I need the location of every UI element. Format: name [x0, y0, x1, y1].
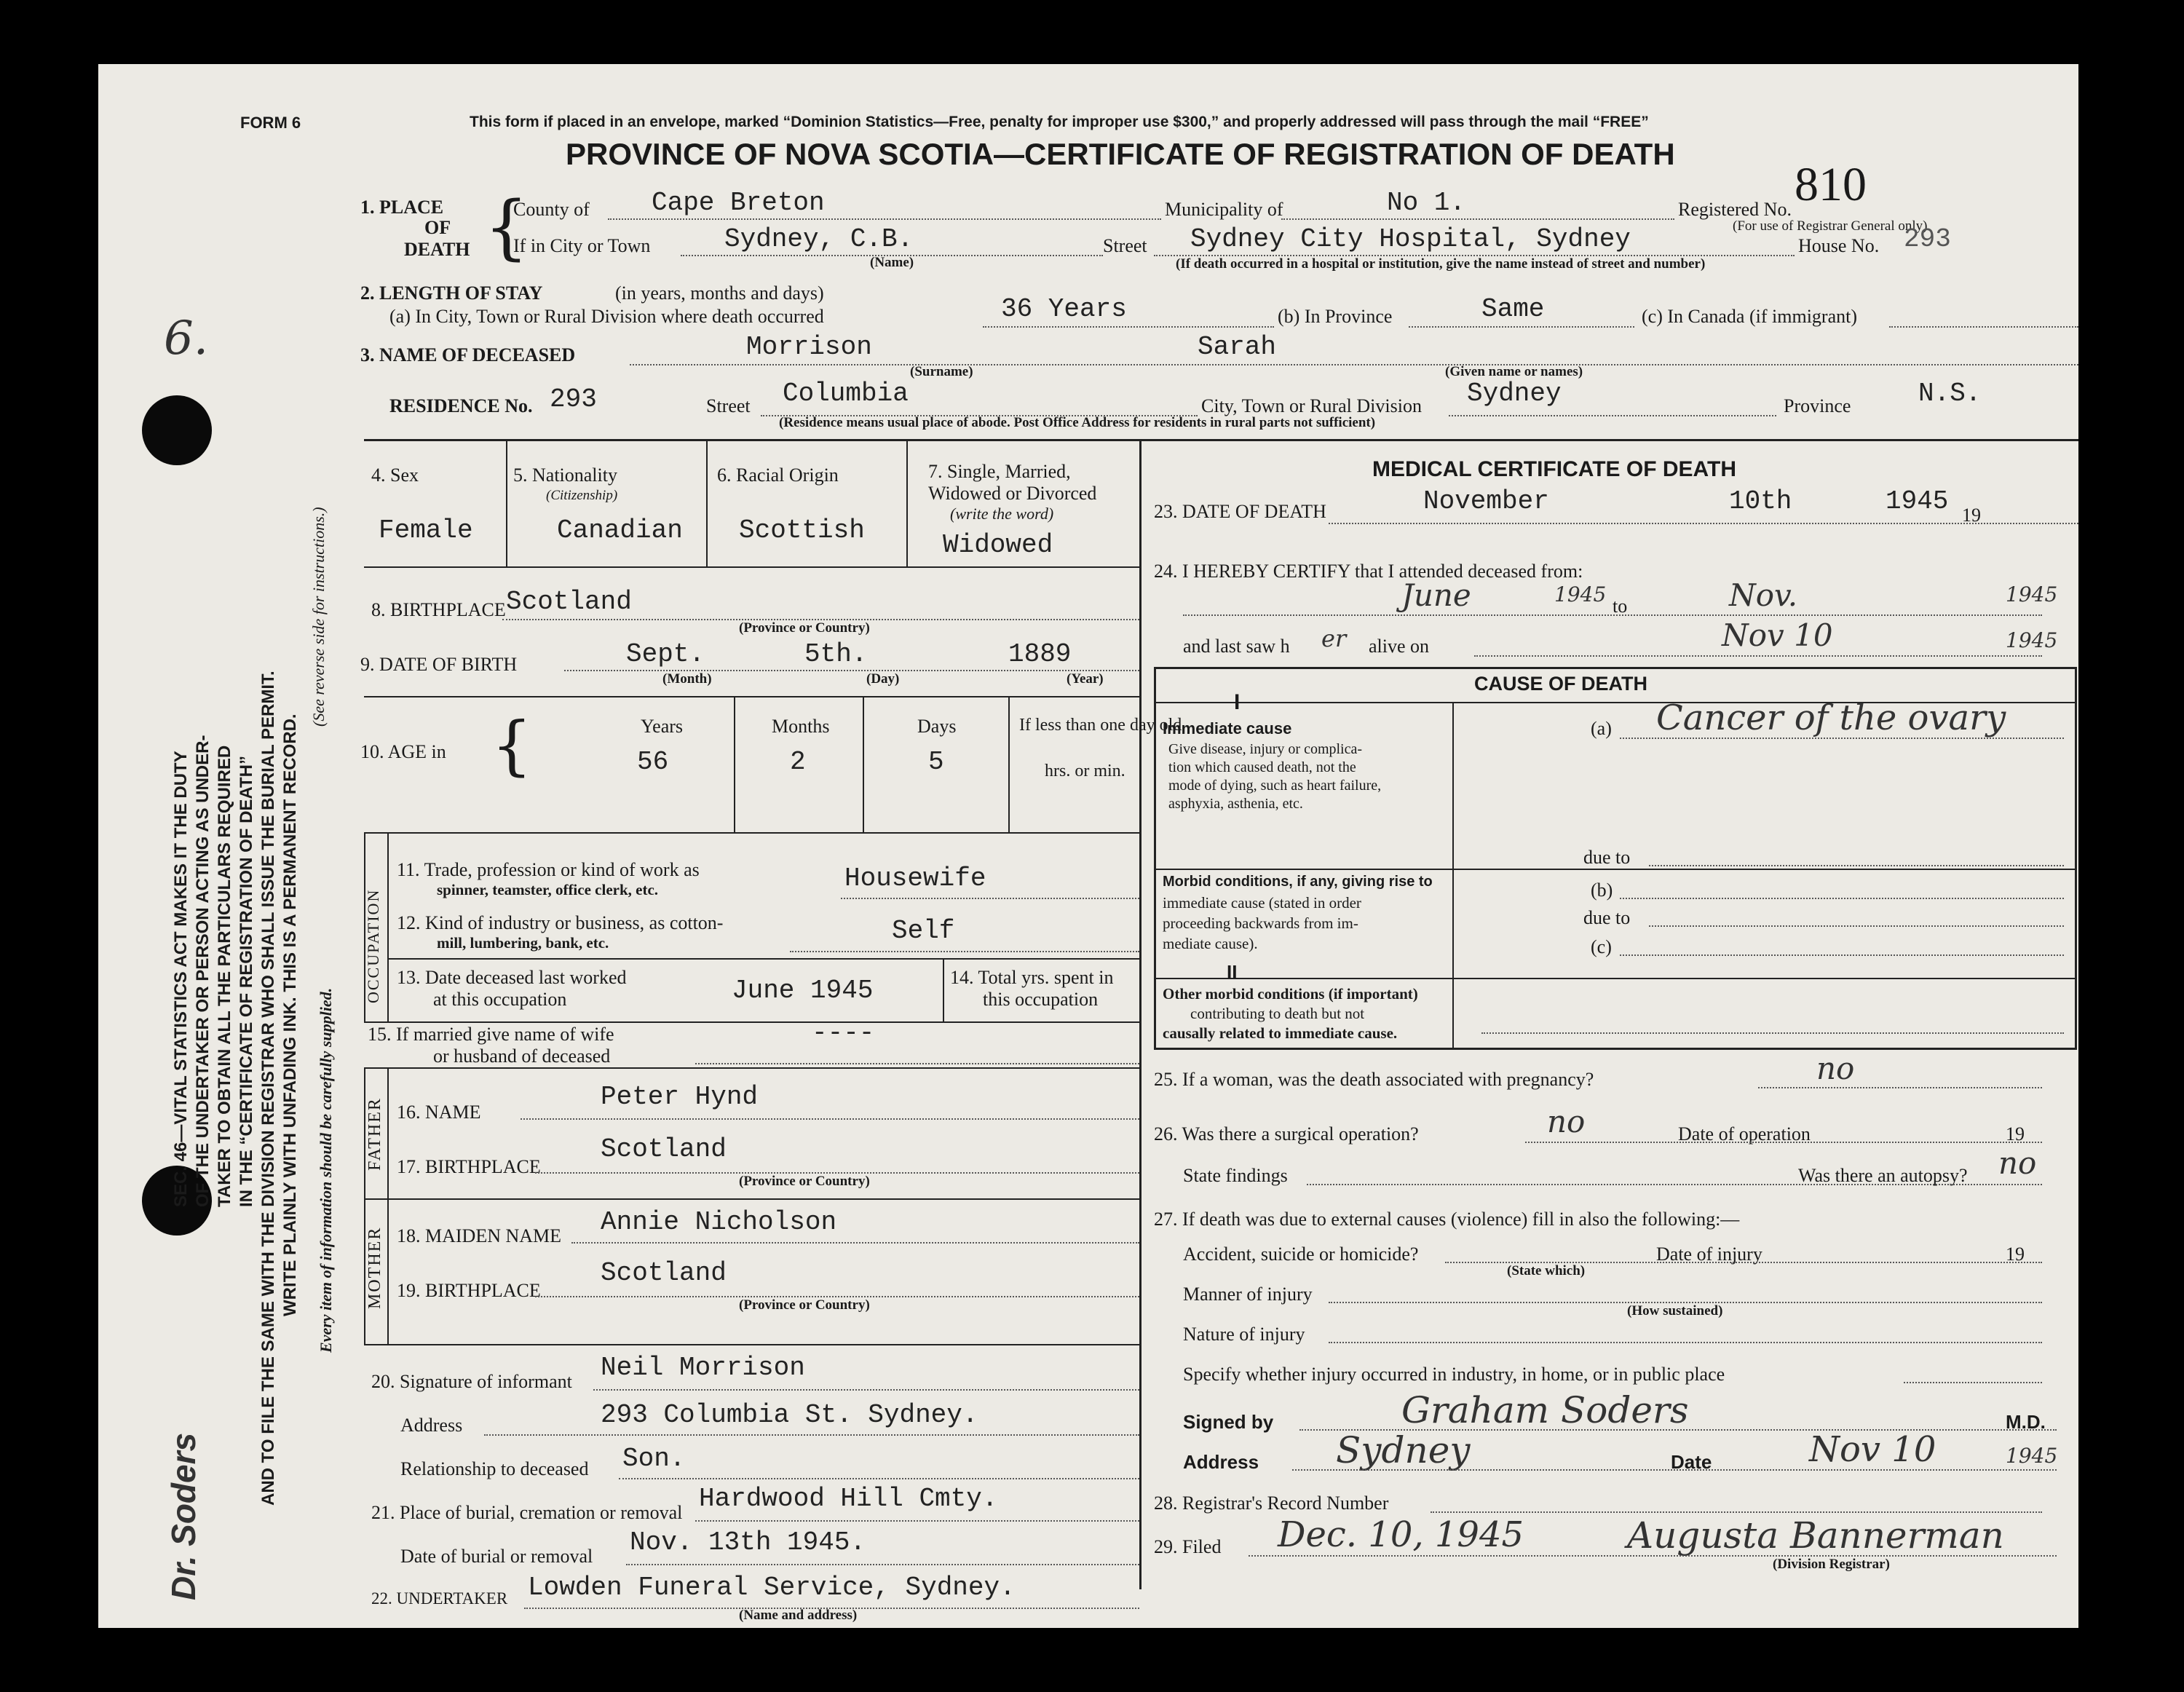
- op-date-19: 19: [2006, 1123, 2025, 1145]
- surname-value: Morrison: [746, 332, 872, 362]
- nature-line: [1329, 1342, 2042, 1343]
- q13-sub: at this occupation: [433, 989, 567, 1010]
- last-saw-label: and last saw h: [1183, 636, 1290, 657]
- occupation-side-label: OCCUPATION: [364, 888, 382, 1003]
- last-saw-year: 1945: [2006, 628, 2058, 652]
- institution-note: (If death occurred in a hospital or institution, give the name instead of street and number): [1176, 256, 1706, 272]
- trade-line: [841, 898, 1139, 899]
- stay-heading-note: (in years, months and days): [615, 282, 824, 304]
- sig-address-line: [1292, 1469, 2057, 1471]
- registered-number: 810: [1795, 158, 1867, 211]
- marital-label-3: (write the word): [950, 505, 1054, 523]
- dob-month: Sept.: [626, 639, 705, 669]
- other-2: contributing to death but not: [1190, 1005, 1365, 1022]
- q24-label: 24. I HEREBY CERTIFY that I attended deceased from:: [1154, 561, 1583, 582]
- morbid-4: mediate cause).: [1163, 935, 1258, 952]
- given-name-value: Sarah: [1198, 332, 1277, 362]
- side-instr-4: IN THE “CERTIFICATE OF REGISTRATION OF DEATH”: [237, 756, 256, 1207]
- rule-cause-row2: [1154, 978, 2075, 979]
- dob-day: 5th.: [804, 639, 868, 669]
- stay-c-label: (c) In Canada (if immigrant): [1642, 306, 1857, 327]
- marital-value: Widowed: [943, 530, 1053, 560]
- province-label: Province: [1784, 395, 1851, 416]
- page-title: PROVINCE OF NOVA SCOTIA—CERTIFICATE OF REGISTRATION OF DEATH: [566, 137, 1675, 171]
- q19-label: 19. BIRTHPLACE: [397, 1280, 541, 1301]
- age-label: 10. AGE in: [360, 741, 446, 762]
- death-month: November: [1423, 486, 1549, 516]
- punch-hole-top: [142, 395, 212, 465]
- filed-line: [1249, 1555, 2057, 1557]
- rule-personal-c3: [906, 441, 908, 566]
- cause-due-2-line: [1649, 925, 2064, 927]
- manner-label: Manner of injury: [1183, 1284, 1313, 1305]
- q23-label: 23. DATE OF DEATH: [1154, 501, 1326, 522]
- findings-label: State findings: [1183, 1165, 1288, 1186]
- morbid-1: Morbid conditions, if any, giving rise to: [1163, 874, 1433, 890]
- rule-cause-split: [1452, 703, 1454, 1048]
- res-city-line: [1449, 415, 1776, 416]
- q14-sub: this occupation: [983, 989, 1099, 1010]
- rule-parents-bottom: [364, 1344, 1139, 1345]
- rule-personal-c1: [506, 441, 507, 566]
- mail-notice: This form if placed in an envelope, marked “Dominion Statistics—Free, penalty for improper use $300,” and properly addressed will pass through the mail “FREE”: [470, 114, 1649, 130]
- q12-label: 12. Kind of industry or business, as cotton-: [397, 912, 724, 933]
- last-worked-value: June 1945: [732, 976, 874, 1005]
- dob-year: 1889: [1008, 639, 1072, 669]
- res-city-value: Sydney: [1467, 379, 1562, 408]
- age-less-day: If less than one day old: [1019, 716, 1182, 735]
- other-1: Other morbid conditions (if important): [1163, 985, 1418, 1003]
- county-value: Cape Breton: [652, 188, 825, 218]
- registrar-signature: Augusta Bannerman: [1627, 1514, 2004, 1557]
- signed-label: Signed by: [1183, 1411, 1274, 1433]
- attended-to-year: 1945: [2006, 582, 2058, 606]
- q18-label: 18. MAIDEN NAME: [397, 1225, 562, 1246]
- stay-b-value: Same: [1481, 294, 1545, 324]
- res-city-label: City, Town or Rural Division: [1201, 395, 1422, 416]
- sig-address-value: Sydney: [1336, 1429, 1471, 1471]
- rule-occ-c14: [943, 958, 944, 1021]
- cause-a-value: Cancer of the ovary: [1656, 697, 2006, 738]
- registrar-note: (For use of Registrar General only): [1733, 218, 1928, 234]
- undertaker-value: Lowden Funeral Service, Sydney.: [528, 1573, 1016, 1602]
- stay-b-label: (b) In Province: [1278, 306, 1393, 327]
- sex-value: Female: [379, 515, 473, 545]
- date-injury-19: 19: [2006, 1244, 2025, 1265]
- attended-to: Nov.: [1729, 577, 1798, 613]
- mother-birthplace-note: (Province or Country): [739, 1297, 870, 1313]
- q12-sub: mill, lumbering, bank, etc.: [437, 934, 609, 952]
- other-3: causally related to immediate cause.: [1163, 1024, 1398, 1042]
- sig-date-value: Nov 10: [1809, 1429, 1936, 1470]
- death-year-19: 19: [1962, 505, 1981, 526]
- municipality-line: [1281, 218, 1674, 220]
- margin-mark-bottom: Dr. Soders: [165, 1432, 202, 1600]
- relationship-value: Son.: [622, 1444, 686, 1474]
- sig-date-label: Date: [1671, 1451, 1712, 1473]
- county-line: [608, 218, 1161, 220]
- pregnancy-line: [1758, 1087, 2042, 1088]
- morbid-3: proceeding backwards from im-: [1163, 914, 1358, 932]
- cause-due-1-line: [1649, 865, 2064, 866]
- side-instr-1: SEC. 46—VITAL STATISTICS ACT MAKES IT THE DUTY: [171, 751, 191, 1207]
- industry-value: Self: [892, 916, 955, 946]
- dob-day-note: (Day): [866, 671, 900, 687]
- specify-label: Specify whether injury occurred in industry, in home, or in public place: [1183, 1364, 1725, 1385]
- form-number: FORM 6: [240, 114, 301, 132]
- residence-note: (Residence means usual place of abode. Post Office Address for residents in rural parts not sufficient): [779, 415, 1376, 430]
- birthplace-value: Scotland: [506, 587, 632, 617]
- rule-age-bottom: [364, 832, 1139, 834]
- place-label: 1. PLACE: [360, 197, 444, 218]
- death-day: 10th: [1729, 486, 1792, 516]
- attended-to-label: to: [1613, 596, 1628, 617]
- registered-label: Registered No.: [1678, 199, 1792, 220]
- place-brace: {: [484, 186, 529, 268]
- q20-label: 20. Signature of informant: [371, 1371, 572, 1392]
- relationship-line: [619, 1478, 1139, 1479]
- stay-a-value: 36 Years: [1001, 294, 1127, 324]
- father-birthplace-note: (Province or Country): [739, 1174, 870, 1189]
- industry-line: [790, 951, 1139, 952]
- house-value: 293: [1904, 224, 1951, 254]
- city-label: If in City or Town: [513, 235, 651, 256]
- province-value: N.S.: [1918, 379, 1982, 408]
- nature-label: Nature of injury: [1183, 1324, 1305, 1345]
- medical-heading: MEDICAL CERTIFICATE OF DEATH: [1372, 457, 1736, 481]
- side-instr-3: TAKER TO OBTAIN ALL THE PARTICULARS REQUIRED: [215, 745, 234, 1207]
- stay-heading: 2. LENGTH OF STAY: [360, 282, 543, 304]
- rule-top: [364, 439, 2078, 441]
- dob-line: [564, 670, 1139, 671]
- sig-address-label: Address: [1183, 1451, 1259, 1473]
- father-side-label: FATHER: [365, 1097, 384, 1171]
- rule-occ-bottom: [364, 1021, 1139, 1023]
- side-instr-2: OF THE UNDERTAKER OR PERSON ACTING AS UNDER-: [193, 735, 213, 1207]
- nationality-sub: (Citizenship): [546, 488, 618, 503]
- spouse-value: ----: [812, 1018, 875, 1048]
- mother-side-label: MOTHER: [365, 1226, 384, 1309]
- burial-date: Nov. 13th 1945.: [630, 1527, 866, 1557]
- nationality-value: Canadian: [557, 515, 683, 545]
- op-date-label: Date of operation: [1678, 1123, 1811, 1145]
- burial-date-label: Date of burial or removal: [400, 1546, 593, 1567]
- cause-due-2: due to: [1583, 907, 1631, 928]
- side-instr-5: AND TO FILE THE SAME WITH THE DIVISION REGISTRAR WHO SHALL ISSUE THE BURIAL PERMIT.: [258, 671, 278, 1506]
- state-which-note: (State which): [1507, 1263, 1586, 1278]
- age-days-value: 5: [928, 747, 944, 777]
- city-name-note: (Name): [870, 255, 914, 270]
- last-saw-date: Nov 10: [1722, 617, 1833, 653]
- race-label: 6. Racial Origin: [717, 464, 839, 486]
- q26-label: 26. Was there a surgical operation?: [1154, 1123, 1419, 1145]
- cause-c-line: [1620, 954, 2064, 956]
- q27-label: 27. If death was due to external causes (violence) fill in also the following:—: [1154, 1209, 1740, 1230]
- death-date-line: [1329, 523, 2078, 524]
- house-label: House No.: [1798, 235, 1880, 256]
- dob-year-note: (Year): [1067, 671, 1104, 687]
- attended-from-year: 1945: [1554, 582, 1607, 606]
- death-year: 1945: [1886, 486, 1949, 516]
- q16-label: 16. NAME: [397, 1102, 481, 1123]
- father-birthplace-value: Scotland: [601, 1134, 727, 1164]
- operation-value: no: [1547, 1104, 1586, 1139]
- cause-due-1: due to: [1583, 847, 1631, 868]
- rule-age-c2: [863, 697, 864, 832]
- rule-parents-mid: [364, 1198, 1139, 1200]
- side-instr-6: WRITE PLAINLY WITH UNFADING INK. THIS IS A PERMANENT RECORD.: [280, 713, 300, 1316]
- attended-from: June: [1401, 577, 1471, 613]
- mother-maiden-line: [571, 1242, 1139, 1244]
- specify-line: [1904, 1382, 2042, 1383]
- rule-personal-bottom: [364, 566, 1139, 568]
- imm-note-2: tion which caused death, not the: [1168, 759, 1356, 775]
- age-brace: {: [491, 708, 532, 783]
- attended-line: [1183, 614, 2042, 616]
- county-label: County of: [513, 199, 590, 220]
- res-street-value: Columbia: [783, 379, 909, 408]
- imm-note-4: asphyxia, asthenia, etc.: [1168, 796, 1303, 812]
- name-line: [630, 364, 2078, 365]
- race-value: Scottish: [739, 515, 865, 545]
- informant-name: Neil Morrison: [601, 1353, 805, 1383]
- accident-label: Accident, suicide or homicide?: [1183, 1244, 1419, 1265]
- certificate-paper: [98, 64, 2078, 1628]
- q14-label: 14. Total yrs. spent in: [950, 967, 1114, 988]
- mother-birthplace-value: Scotland: [601, 1258, 727, 1288]
- filed-value: Dec. 10, 1945: [1278, 1514, 1524, 1555]
- q11-sub: spinner, teamster, office clerk, etc.: [437, 881, 659, 898]
- rule-parents-top: [364, 1067, 1139, 1069]
- stay-a-line: [983, 326, 1274, 328]
- age-years-value: 56: [637, 747, 669, 777]
- age-hrs-min: hrs. or min.: [1045, 762, 1125, 780]
- sig-date-year: 1945: [2006, 1444, 2058, 1468]
- signed-value: Graham Soders: [1401, 1389, 1689, 1431]
- q17-label: 17. BIRTHPLACE: [397, 1156, 541, 1177]
- md-label: M.D.: [2006, 1411, 2046, 1433]
- stay-c-line: [1889, 326, 2078, 328]
- cause-a-label: (a): [1591, 718, 1612, 739]
- surname-note: (Surname): [910, 364, 973, 379]
- q29-label: 29. Filed: [1154, 1536, 1222, 1557]
- father-name-value: Peter Hynd: [601, 1082, 759, 1112]
- birthplace-label: 8. BIRTHPLACE: [371, 599, 506, 620]
- division-registrar-note: (Division Registrar): [1773, 1557, 1890, 1572]
- cause-a-line: [1620, 738, 2064, 739]
- dob-label: 9. DATE OF BIRTH: [360, 654, 518, 675]
- rule-cause-row1: [1154, 869, 2075, 870]
- dob-month-note: (Month): [662, 671, 712, 687]
- given-note: (Given name or names): [1445, 364, 1583, 379]
- mother-maiden-value: Annie Nicholson: [601, 1207, 837, 1237]
- informant-line: [593, 1389, 1139, 1391]
- q11-label: 11. Trade, profession or kind of work as: [397, 859, 700, 880]
- rule-occ-inner: [387, 832, 389, 1021]
- rule-age-c3: [1008, 697, 1010, 832]
- cause-c-label: (c): [1591, 936, 1612, 957]
- place-label-of: OF: [424, 217, 451, 238]
- q13-label: 13. Date deceased last worked: [397, 967, 627, 988]
- undertaker-note: (Name and address): [739, 1608, 858, 1623]
- street-label: Street: [1103, 235, 1147, 256]
- imm-note-1: Give disease, injury or complica-: [1168, 741, 1363, 757]
- informant-address-label: Address: [400, 1415, 463, 1436]
- cause-b-line: [1620, 898, 2064, 899]
- sex-label: 4. Sex: [371, 464, 419, 486]
- relationship-label: Relationship to deceased: [400, 1458, 589, 1479]
- findings-line: [1307, 1184, 2042, 1185]
- q15-label: 15. If married give name of wife: [368, 1024, 614, 1045]
- morbid-2: immediate cause (stated in order: [1163, 894, 1361, 912]
- informant-address-line: [484, 1434, 1139, 1436]
- q28-line: [1431, 1511, 2042, 1513]
- autopsy-value: no: [1998, 1145, 2037, 1181]
- side-instr-8: Every item of information should be carefully supplied.: [317, 987, 335, 1353]
- municipality-value: No 1.: [1387, 188, 1466, 218]
- street-value: Sydney City Hospital, Sydney: [1190, 224, 1631, 254]
- q25-label: 25. If a woman, was the death associated with pregnancy?: [1154, 1069, 1594, 1090]
- trade-value: Housewife: [844, 863, 986, 893]
- age-days-label: Days: [917, 716, 957, 737]
- last-saw-pronoun: er: [1321, 625, 1347, 652]
- autopsy-label: Was there an autopsy?: [1798, 1165, 1968, 1186]
- roman-two: II: [1227, 961, 1238, 983]
- place-label-death: DEATH: [404, 239, 470, 260]
- res-street-label: Street: [706, 395, 751, 416]
- spouse-line: [695, 1063, 1139, 1064]
- municipality-label: Municipality of: [1165, 199, 1283, 220]
- pregnancy-value: no: [1816, 1051, 1855, 1086]
- stay-a-label: (a) In City, Town or Rural Division where death occurred: [389, 306, 824, 327]
- q15-sub: or husband of deceased: [433, 1045, 611, 1067]
- rule-occ-row: [387, 958, 1139, 960]
- q22-label: 22. UNDERTAKER: [371, 1589, 508, 1608]
- rule-center: [1139, 439, 1142, 1589]
- operation-line: [1525, 1142, 2042, 1143]
- margin-mark-top: 6.: [164, 312, 209, 365]
- burial-place: Hardwood Hill Cmty.: [699, 1484, 998, 1514]
- cause-heading: CAUSE OF DEATH: [1474, 673, 1648, 695]
- cause-b-label: (b): [1591, 879, 1613, 901]
- rule-age-c1: [734, 697, 735, 832]
- informant-address: 293 Columbia St. Sydney.: [601, 1400, 978, 1430]
- how-note: (How sustained): [1627, 1303, 1723, 1319]
- q21-label: 21. Place of burial, cremation or removal: [371, 1502, 683, 1523]
- rule-parents-inner: [387, 1067, 389, 1344]
- last-saw-line: [1474, 655, 2042, 657]
- side-instr-7: (See reverse side for instructions.): [309, 507, 328, 727]
- other-line: [1481, 1032, 2064, 1034]
- age-years-label: Years: [641, 716, 684, 737]
- marital-label-1: 7. Single, Married,: [928, 461, 1071, 482]
- deceased-heading: 3. NAME OF DECEASED: [360, 344, 576, 365]
- alive-on-label: alive on: [1369, 636, 1430, 657]
- burial-place-line: [695, 1520, 1139, 1522]
- imm-note-3: mode of dying, such as heart failure,: [1168, 778, 1382, 794]
- nationality-label: 5. Nationality: [513, 464, 617, 486]
- q28-label: 28. Registrar's Record Number: [1154, 1493, 1389, 1514]
- date-injury-label: Date of injury: [1656, 1244, 1762, 1265]
- father-name-line: [521, 1118, 1139, 1120]
- stay-b-line: [1409, 326, 1634, 328]
- rule-age-top: [364, 696, 1139, 697]
- birthplace-note: (Province or Country): [739, 620, 870, 636]
- residence-no: 293: [550, 384, 597, 414]
- burial-date-line: [626, 1564, 1139, 1565]
- roman-one: I: [1234, 690, 1241, 714]
- age-months-value: 2: [790, 747, 806, 777]
- residence-label: RESIDENCE No.: [389, 395, 533, 416]
- age-months-label: Months: [772, 716, 830, 737]
- city-value: Sydney, C.B.: [724, 224, 914, 254]
- imm-cause-label: Immediate cause: [1163, 719, 1292, 738]
- marital-label-2: Widowed or Divorced: [928, 483, 1097, 504]
- rule-personal-c2: [706, 441, 708, 566]
